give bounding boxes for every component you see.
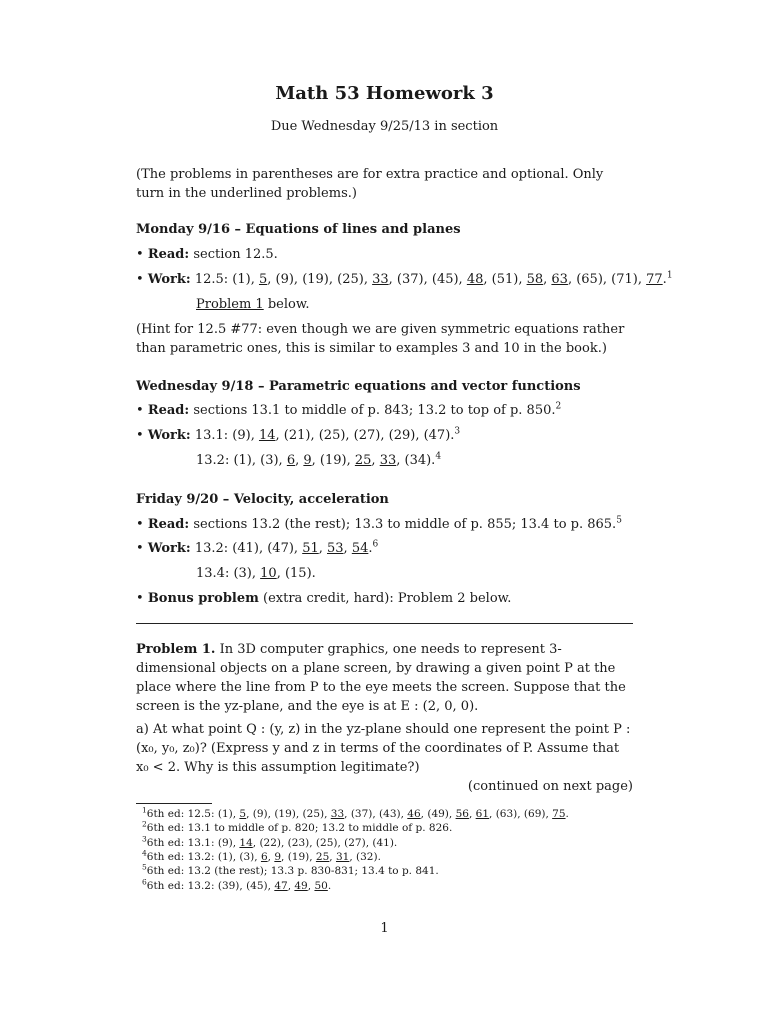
friday-work-1: • Work: 13.2: (41), (47), 51, 53, 54.$^6$ xyxy=(136,539,379,556)
footnote-divider xyxy=(136,803,212,804)
page-title: Math 53 Homework 3 xyxy=(275,83,494,104)
footnote-3: $^3$6th ed: 13.1: (9), 14, (22), (23), (25), (27), (41). xyxy=(142,834,398,849)
due-date: Due Wednesday 9/25/13 in section xyxy=(270,119,499,134)
footnote-4: $^4$6th ed: 13.2: (1), (3), 6, 9, (19), 25, 31, (32). xyxy=(142,848,381,863)
footnote-ref: 1 xyxy=(666,270,673,281)
friday-work-2: 13.4: (3), 10, (15). xyxy=(196,566,316,581)
friday-heading: Friday 9/20 – Velocity, acceleration xyxy=(136,492,389,507)
friday-read: • Read: sections 13.2 (the rest); 13.3 to middle of p. 855; 13.4 to p. 865.$^5$ xyxy=(136,515,622,532)
problem1-text: Problem 1. In 3D computer graphics, one needs to represent 3-dimensional objects on a plane screen, by drawing a given point P at the place where the line from P to the eye meets the screen. Suppose that the screen is the yz-plane, and the eye is at E : (2, 0, 0). xyxy=(136,642,626,714)
continued-note: (continued on next page) xyxy=(467,779,633,794)
footnote-2: $^2$6th ed: 13.1 to middle of p. 820; 13.2 to middle of p. 826. xyxy=(142,819,453,835)
monday-work: • Work: 12.5: (1), 5, (9), (19), (25), 33, (37), (45), 48, (51), 58, 63, (65), (71), 77.$^1$ xyxy=(136,270,673,287)
intro-note: (The problems in parentheses are for extra practice and optional. Only turn in the underlined problems.) xyxy=(136,167,604,201)
monday-heading: Monday 9/16 – Equations of lines and planes xyxy=(136,222,461,237)
wednesday-read: • Read: sections 13.1 to middle of p. 843; 13.2 to top of p. 850.$^2$ xyxy=(136,401,562,418)
wednesday-work-1: • Work: 13.1: (9), 14, (21), (25), (27), (29), (47).$^3$ xyxy=(136,426,461,443)
monday-problem1-ref: Problem 1 below. xyxy=(196,297,310,312)
wednesday-heading: Wednesday 9/18 – Parametric equations and vector functions xyxy=(136,379,581,394)
footnote-5: $^5$6th ed: 13.2 (the rest); 13.3 p. 830-831; 13.4 to p. 841. xyxy=(142,862,439,878)
friday-bonus: • Bonus problem (extra credit, hard): Problem 2 below. xyxy=(136,591,512,606)
footnote-1: $^1$6th ed: 12.5: (1), 5, (9), (19), (25), 33, (37), (43), 46, (49), 56, 61, (63), (69), 75. xyxy=(142,805,569,820)
monday-hint: (Hint for 12.5 #77: even though we are given symmetric equations rather than parametric ones, this is similar to examples 3 and 10 in the book.) xyxy=(136,322,625,356)
wednesday-work-2: 13.2: (1), (3), 6, 9, (19), 25, 33, (34).$^4$ xyxy=(196,451,442,468)
page-number: 1 xyxy=(380,921,389,936)
section-divider xyxy=(136,623,633,624)
footnote-6: $^6$6th ed: 13.2: (39), (45), 47, 49, 50. xyxy=(142,877,332,892)
monday-read: • Read: section 12.5. xyxy=(136,247,278,262)
problem1-part-a: a) At what point Q : (y, z) in the yz-plane should one represent the point P : (x₀, y₀, z₀)? (Express y and z in terms of the coordinates of P. Assume that x₀ < 2. Why is this assumption legitimate?) xyxy=(136,722,631,775)
